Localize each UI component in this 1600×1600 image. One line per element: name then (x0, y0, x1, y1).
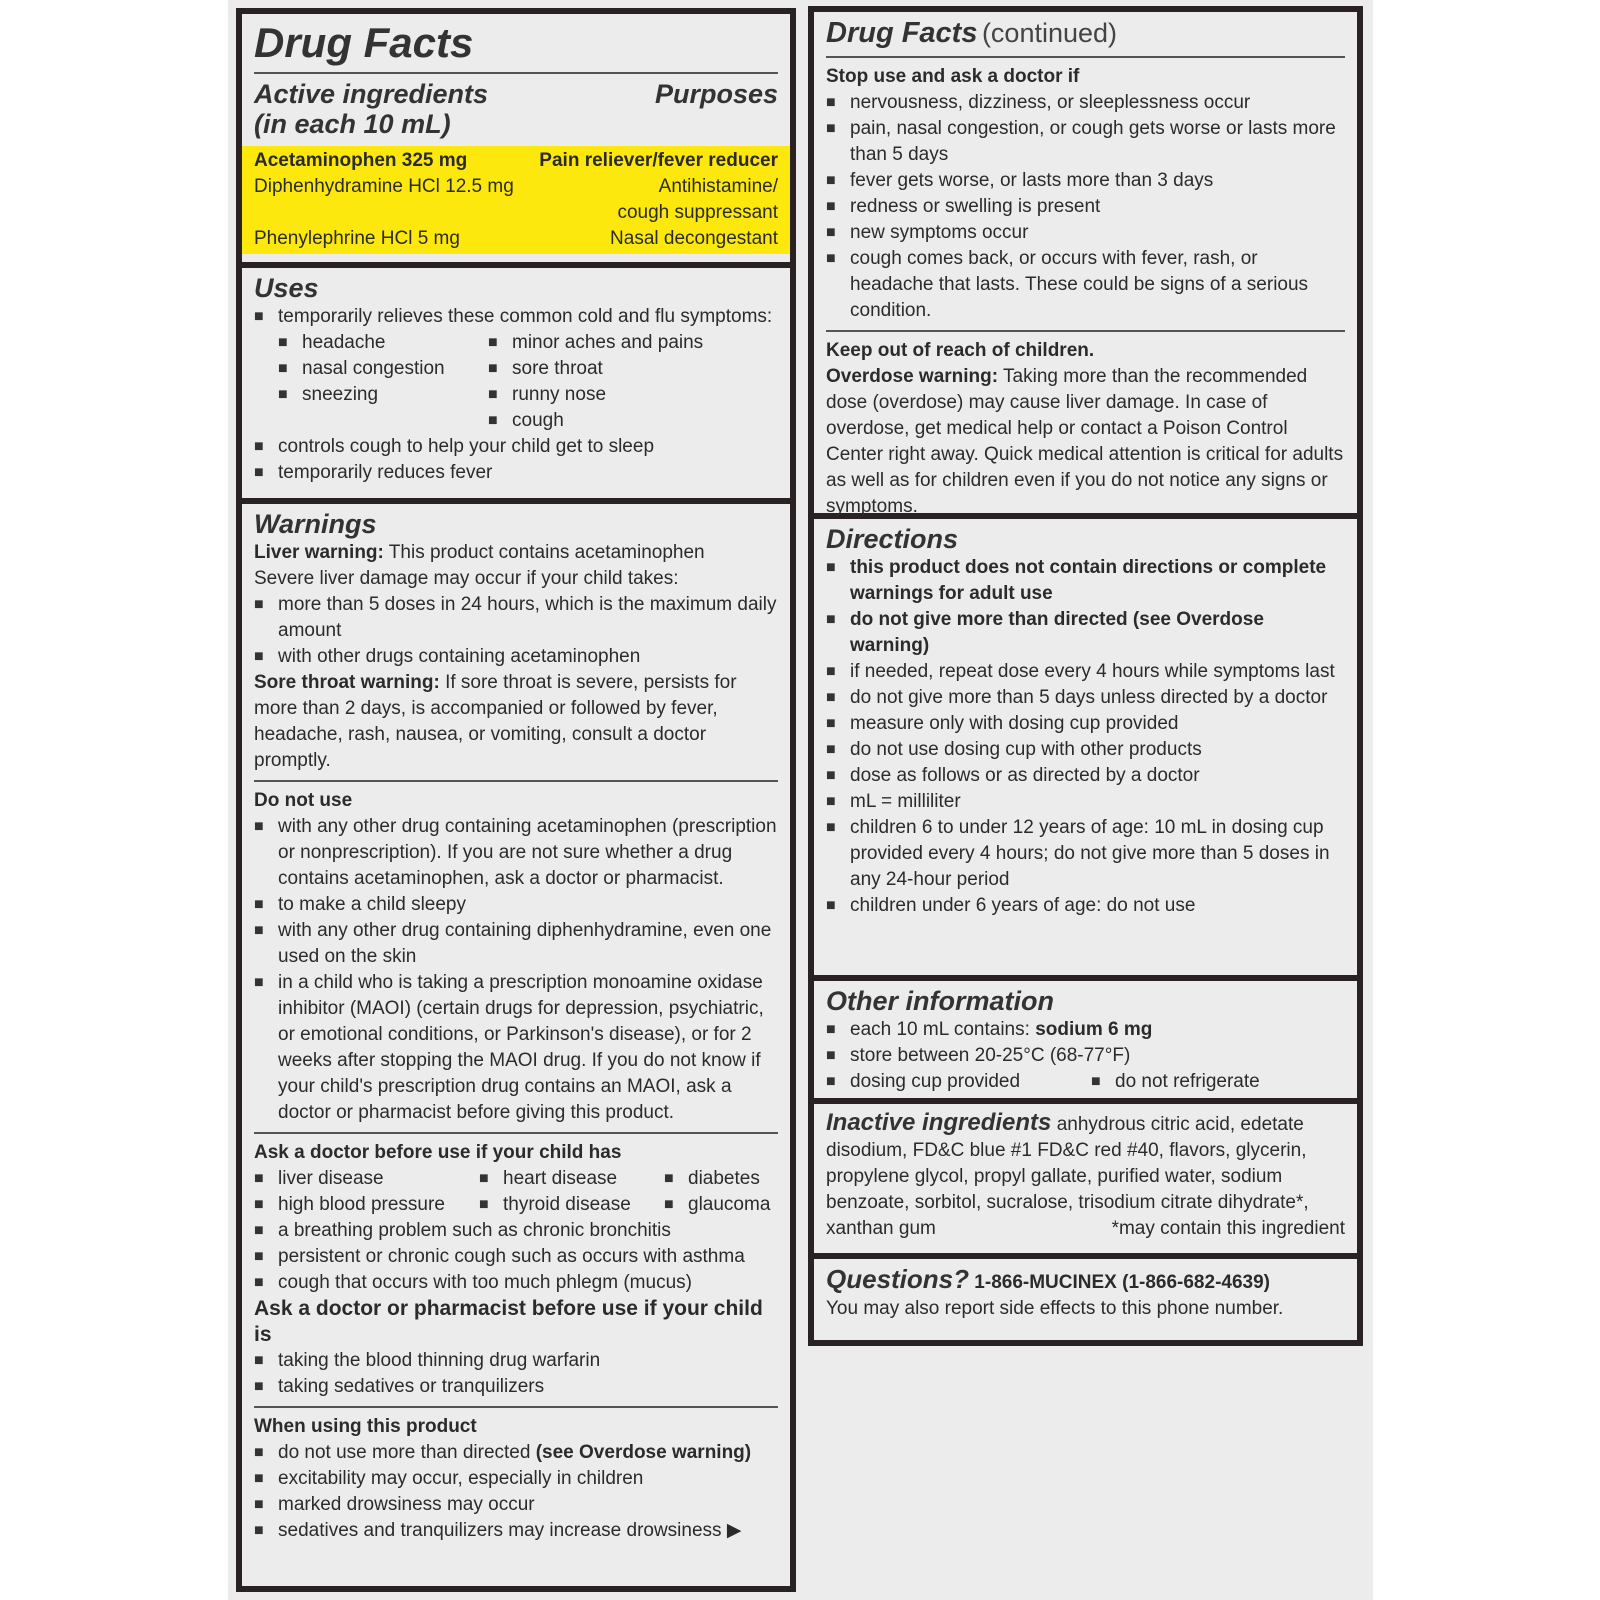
list-item: ■ more than 5 doses in 24 hours, which is the maximum daily amount (254, 592, 778, 644)
divider (826, 56, 1345, 58)
when-using-heading: When using this product (254, 1415, 477, 1437)
list-item: ■ with any other drug containing diphenhydramine, even one used on the skin (254, 918, 778, 970)
list-item: ■ sore throat (488, 356, 778, 382)
active-ingredients-heading: Active ingredients (254, 79, 489, 110)
continued-title: Drug Facts (continued) (826, 17, 1118, 49)
ask-pharmacist-heading: Ask a doctor or pharmacist before use if your child is (254, 1296, 763, 1346)
questions-box (808, 1259, 1363, 1346)
active-ingredients-box (236, 8, 796, 268)
list-item: ■ measure only with dosing cup provided (826, 711, 1345, 737)
list-item: ■ pain, nasal congestion, or cough gets worse or lasts more than 5 days (826, 116, 1345, 168)
ask-doctor-heading: Ask a doctor before use if your child has (254, 1141, 622, 1163)
list-item: ■ each 10 mL contains: sodium 6 mg (826, 1017, 1345, 1043)
active-ingredients-subheading: (in each 10 mL) (254, 108, 451, 139)
ingredients-highlight (242, 146, 790, 254)
list-item: ■ temporarily reduces fever (254, 460, 778, 486)
list-item: ■ children under 6 years of age: do not use (826, 893, 1345, 919)
drug-facts-title: Drug Facts (254, 19, 474, 66)
warnings-box (236, 504, 796, 1592)
list-item: ■ sedatives and tranquilizers may increase drowsiness ▶ (254, 1518, 778, 1544)
list-item: ■ taking the blood thinning drug warfarin (254, 1348, 778, 1374)
drug-facts-left-panel (236, 8, 796, 1592)
list-item: ■ with other drugs containing acetaminophen (254, 644, 778, 670)
list-item: ■ new symptoms occur (826, 220, 1345, 246)
questions-text: You may also report side effects to this phone number. (826, 1298, 1284, 1319)
list-item: ■ controls cough to help your child get to sleep (254, 434, 778, 460)
list-item: ■ sneezing (278, 382, 488, 408)
overdose-warning: Overdose warning: Taking more than the recommended dose (overdose) may cause liver damage. In case of overdose, get medical help or contact a Poison Control Center right away. Quick medical attention is critical for adults as well as for children even if you do not notice any signs or symptoms. (826, 365, 1344, 517)
warnings-heading: Warnings (254, 509, 377, 539)
list-item: ■ do not use dosing cup with other products (826, 737, 1345, 763)
stop-use-box (808, 6, 1363, 519)
continue-arrow-icon: ▶ (726, 1519, 742, 1541)
list-item: ■ redness or swelling is present (826, 194, 1345, 220)
list-item: ■ excitability may occur, especially in children (254, 1466, 778, 1492)
questions-line: Questions? 1-866-MUCINEX (1-866-682-4639) (826, 1264, 1270, 1294)
list-item: ■ heart disease (479, 1166, 664, 1192)
conditions-grid (254, 1166, 778, 1218)
list-item: ■ to make a child sleepy (254, 892, 778, 918)
ingredient-row: Acetaminophen 325 mg Pain reliever/fever reducer (254, 149, 778, 171)
list-item: ■ with any other drug containing acetaminophen (prescription or nonprescription). If you are not sure whether a drug contains acetaminophen, ask a doctor or pharmacist. (254, 814, 778, 892)
divider (254, 1406, 778, 1408)
directions-box (808, 519, 1363, 981)
divider (826, 330, 1345, 332)
drug-facts-right-panel (808, 6, 1363, 1346)
ingredient-row: Diphenhydramine HCl 12.5 mg Antihistamine/ (254, 175, 778, 197)
list-item: ■ this product does not contain directions or complete warnings for adult use (826, 555, 1345, 607)
sore-throat-warning: Sore throat warning: If sore throat is severe, persists for more than 2 days, is accompanied or followed by fever, headache, rash, nausea, or vomiting, consult a doctor promptly. (254, 671, 737, 771)
list-item: ■ dosing cup provided (826, 1069, 1091, 1095)
list-item: ■ liver disease (254, 1166, 479, 1192)
list-item: ■ children 6 to under 12 years of age: 10 mL in dosing cup provided every 4 hours; do not give more than 5 doses in any 24-hour period (826, 815, 1345, 893)
list-item: ■ minor aches and pains (488, 330, 778, 356)
list-item: ■ nasal congestion (278, 356, 488, 382)
list-item: ■ taking sedatives or tranquilizers (254, 1374, 778, 1400)
divider (254, 72, 778, 74)
list-item: ■ mL = milliliter (826, 789, 1345, 815)
divider (254, 1132, 778, 1134)
other-information-box (808, 981, 1363, 1104)
list-item: ■ do not use more than directed (see Overdose warning) (254, 1440, 778, 1466)
list-item: ■ runny nose (488, 382, 778, 408)
symptom-grid (254, 330, 778, 434)
purposes-heading: Purposes (654, 79, 778, 110)
list-item: ■ in a child who is taking a prescription monoamine oxidase inhibitor (MAOI) (certain drugs for depression, psychiatric, or emotional conditions, or Parkinson's disease), or for 2 weeks after stopping the MAOI drug. If you do not know if your child's prescription drug contains an MAOI, ask a doctor or pharmacist before giving this product. (254, 970, 778, 1126)
inactive-ingredients-box (808, 1104, 1363, 1259)
uses-box (236, 268, 796, 504)
list-item: ■ a breathing problem such as chronic bronchitis (254, 1218, 778, 1244)
list-item: ■ diabetes (664, 1166, 778, 1192)
list-item: ■ persistent or chronic cough such as occurs with asthma (254, 1244, 778, 1270)
list-item: ■ thyroid disease (479, 1192, 664, 1218)
list-item: ■ if needed, repeat dose every 4 hours while symptoms last (826, 659, 1345, 685)
liver-warning-text: Severe liver damage may occur if your child takes: (254, 567, 679, 589)
list-item: ■ fever gets worse, or lasts more than 3 days (826, 168, 1345, 194)
divider (254, 780, 778, 782)
list-item: ■ store between 20-25°C (68-77°F) (826, 1043, 1345, 1069)
list-item: ■ headache (278, 330, 488, 356)
ingredient-row: Phenylephrine HCl 5 mg Nasal decongestant (254, 227, 778, 249)
list-item: ■ cough (488, 408, 778, 434)
uses-heading: Uses (254, 273, 319, 303)
keep-out-text: Keep out of reach of children. (826, 339, 1095, 361)
list-item: ■ nervousness, dizziness, or sleeplessness occur (826, 90, 1345, 116)
list-item: ■ cough that occurs with too much phlegm (mucus) (254, 1270, 778, 1296)
other-info-heading: Other information (826, 986, 1054, 1016)
other-info-row (826, 1069, 1345, 1095)
list-item: ■ temporarily relieves these common cold and flu symptoms: (254, 304, 778, 330)
list-item: ■ do not give more than directed (see Overdose warning) (826, 607, 1345, 659)
stop-use-heading: Stop use and ask a doctor if (826, 65, 1080, 87)
directions-heading: Directions (826, 524, 959, 554)
list-item: ■ do not give more than 5 days unless directed by a doctor (826, 685, 1345, 711)
list-item: ■ high blood pressure (254, 1192, 479, 1218)
ingredient-row: cough suppressant (617, 201, 778, 223)
list-item: ■ cough comes back, or occurs with fever, rash, or headache that lasts. These could be signs of a serious condition. (826, 246, 1345, 324)
list-item: ■ dose as follows or as directed by a doctor (826, 763, 1345, 789)
list-item: ■ marked drowsiness may occur (254, 1492, 778, 1518)
list-item: ■ glaucoma (664, 1192, 778, 1218)
do-not-use-heading: Do not use (254, 789, 353, 811)
inactive-ingredients-text: Inactive ingredients anhydrous citric acid, edetate disodium, FD&C blue #1 FD&C red #40, flavors, glycerin, propylene glycol, propyl gallate, purified water, sodium benzoate, sorbitol, sucralose, trisodium citrate dihydrate*, xanthan gum *may contain this ingredient (826, 1109, 1345, 1239)
liver-warning: Liver warning: This product contains acetaminophen (254, 541, 705, 563)
uses-list (254, 304, 778, 330)
list-item: ■ do not refrigerate (1091, 1069, 1345, 1095)
